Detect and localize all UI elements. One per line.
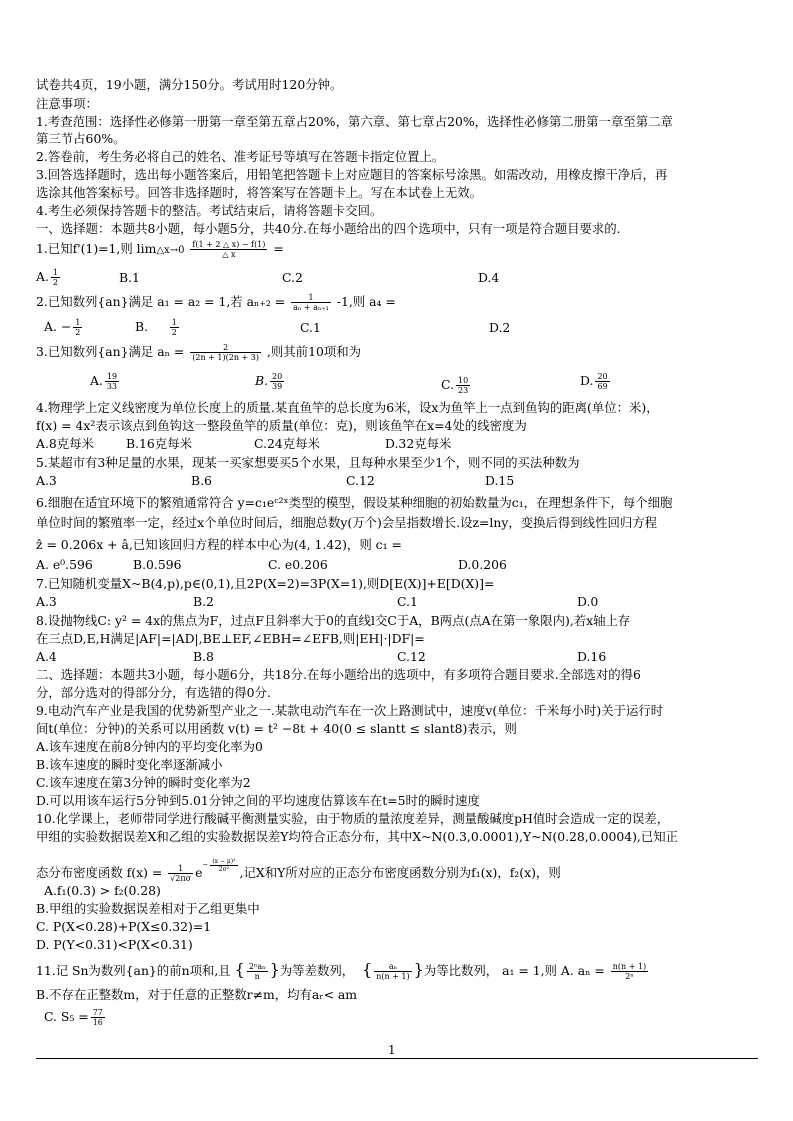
q7-option-d: D.0: [577, 594, 599, 609]
q3-option-d: D. $\frac{20}{69}$: [580, 372, 608, 391]
notice-title: 注意事项：: [36, 96, 98, 111]
notice-1a: 1.考查范围：选择性必修第一册第一章至第五章占20%，第六章、第七章占20%，选择性必修第二册第一章至第二章: [36, 114, 673, 129]
question-6-line-2: 单位时间的繁殖率一定，经过x个单位时间后，细胞总数y(万个)会呈指数增长.设z=lny，变换后得到线性回归方程: [36, 515, 658, 530]
question-9-line-1: 9.电动汽车产业是我国的优势新型产业之一.某款电动汽车在一次上路测试中，速度v(单位：千米每小时)关于运行时: [36, 703, 664, 718]
question-2-stem: 2.已知数列{an}满足 a₁ = a₂ = 1,若 aₙ₊₂ = $\frac{1}{\text{aₙ + aₙ₊₁}}$ -1,则 a₄ =: [36, 293, 396, 312]
q1-option-b: B.1: [119, 270, 140, 285]
question-9-line-2: 间t(单位：分钟)的关系可以用函数 v(t) = t² −8t + 40(0 ≤ slantt ≤ slant8)表示，则: [36, 721, 517, 736]
q10-option-b: B.甲组的实验数据误差相对于乙组更集中: [36, 901, 260, 916]
notice-1b: 第三节占60%。: [36, 131, 126, 146]
q8-option-d: D.16: [577, 649, 607, 664]
q1-option-a: A. $\frac{1}{2}$: [36, 268, 58, 287]
q5-option-d: D.15: [485, 473, 515, 488]
q1-option-c: C.2: [282, 270, 303, 285]
q10-option-c: C. P(X<0.28)+P(X≤0.32)=1: [36, 919, 212, 934]
question-10-line-3: 态分布密度函数 f(x) = $\frac{1}{√2\pi\sigma}$ $e^{- \frac{\text{(x − μ)²}}{\text{2σ²}}}$ ,记X和Y所对应的正态分布密度函数分别为f₁(x)，f₂(x)，则: [36, 857, 561, 883]
page-number: 1: [388, 1043, 396, 1057]
q6-option-c: C. e0.206: [268, 557, 328, 572]
q2-option-d: D.2: [489, 320, 511, 335]
question-5-stem: 5.某超市有3种足量的水果，现某一买家想要买5个水果，且每种水果至少1个，则不同的买法种数为: [36, 455, 580, 470]
question-10-line-2: 甲组的实验数据误差X和乙组的实验数据误差Y均符合正态分布，其中X~N(0.3,0.0001),Y~N(0.28,0.0004),已知正: [36, 829, 679, 844]
q8-option-b: B.8: [193, 649, 214, 664]
q5-option-b: B.6: [191, 473, 212, 488]
question-11-stem: 11.记 Sn为数列{an}的前n项和,且 { $\frac{\text{2ⁿaₙ}}{n}$ }为等差数列， { $\frac{\text{aₙ}}{n(n + 1)}$ }为等比数列， a₁ = 1,则 A. aₙ = $\frac{n(n + 1)}{\text{2ⁿ}}$: [36, 960, 647, 981]
q11-option-c: C. S₅ = $\frac{77}{16}$: [44, 1008, 103, 1027]
section-1-heading: 一、选择题：本题共8小题，每小题5分，共40分.在每小题给出的四个选项中，只有一项是符合题目要求的.: [36, 221, 621, 236]
notice-2: 2.答卷前，考生务必将自己的姓名、准考证号等填写在答题卡指定位置上。: [36, 149, 445, 164]
question-4-line-1: 4.物理学上定义线密度为单位长度上的质量.某直鱼竿的总长度为6米，设x为鱼竿上一点到鱼钩的距离(单位：米)，: [36, 400, 659, 415]
q5-option-a: A.3: [36, 473, 57, 488]
q5-option-c: C.12: [346, 473, 375, 488]
q3-option-a: A. $\frac{19}{33}$: [90, 372, 118, 391]
q9-option-d: D.可以用该车运行5分钟到5.01分钟之间的平均速度估算该车在t=5时的瞬时速度: [36, 793, 480, 808]
q6-option-d: D.0.206: [458, 557, 507, 572]
q4-option-a: A.8克每米: [36, 436, 94, 451]
notice-3b: 选涂其他答案标号。回答非选择题时，将答案写在答题卡上。写在本试卷上无效。: [36, 185, 483, 200]
q8-option-c: C.12: [397, 649, 426, 664]
q2-option-b: B. $\frac{1}{2}$: [135, 318, 177, 337]
q9-option-b: B.该车速度的瞬时变化率逐渐减小: [36, 757, 223, 772]
q4-option-c: C.24克每米: [254, 436, 320, 451]
notice-3a: 3.回答选择题时，选出每小题答案后，用铅笔把答题卡上对应题目的答案标号涂黑。如需改动，用橡皮擦干净后，再: [36, 167, 668, 182]
q10-option-a: A.f₁(0.3) > f₂(0.28): [44, 883, 161, 898]
q9-option-c: C.该车速度在第3分钟的瞬时变化率为2: [36, 775, 251, 790]
section-2-heading: 二、选择题：本题共3小题，每小题6分，共18分.在每小题给出的选项中，有多项符合题目要求.全部选对的得6: [36, 667, 641, 682]
intro-line: 试卷共4页，19小题，满分150分。考试用时120分钟。: [36, 77, 343, 92]
q1-option-d: D.4: [478, 270, 500, 285]
q2-option-c: C.1: [300, 320, 321, 335]
question-8-line-2: 在三点D,E,H满足|AF|=|AD|,BE⊥EF,∠EBH=∠EFB,则|EH|·|DF|=: [36, 631, 425, 646]
q3-option-c: C. $\frac{10}{23}$: [441, 376, 469, 395]
q2-option-a: A. − $\frac{1}{2}$: [44, 318, 81, 337]
question-3-stem: 3.已知数列{an}满足 aₙ = $\frac{2}{(2n + 1)(2n + 3)}$ ,则其前10项和为: [36, 343, 362, 362]
q4-option-b: B.16克每米: [126, 436, 192, 451]
question-1-stem: 1.已知f'(1)=1,则 lim△x→0 $\frac{f(1 + 2 \triangle x) - f(1)}{\triangle x}$ =: [36, 240, 284, 259]
question-8-line-1: 8.设抛物线C: y² = 4x的焦点为F，过点F且斜率大于0的直线l交C于A，B两点(点A在第一象限内),若x轴上存: [36, 613, 631, 628]
notice-4: 4.考生必须保持答题卡的整洁。考试结束后，请将答题卡交回。: [36, 203, 383, 218]
q11-option-b: B.不存在正整数m，对于任意的正整数r≠m，均有aᵣ< am: [36, 987, 358, 1002]
q9-option-a: A.该车速度在前8分钟内的平均变化率为0: [36, 739, 263, 754]
question-7-stem: 7.已知随机变量X~B(4,p),p∈(0,1),且2P(X=2)=3P(X=1),则D[E(X)]+E[D(X)]=: [36, 576, 495, 591]
q7-option-c: C.1: [397, 594, 418, 609]
question-6-line-1: 6.细胞在适宜环境下的繁殖通常符合 y=c₁eᶜ²ˣ类型的模型，假设某种细胞的初始数量为c₁，在理想条件下，每个细胞: [36, 495, 673, 510]
question-10-line-1: 10.化学课上，老师带同学进行酸碱平衡测量实验，由于物质的量浓度差异，测量酸碱度pH值时会造成一定的误差，: [36, 811, 670, 826]
q7-option-b: B.2: [193, 594, 214, 609]
question-6-line-3: ẑ = 0.206x + â,已知该回归方程的样本中心为(4, 1.42)，则 c₁ =: [36, 537, 402, 552]
question-4-line-2: f(x) = 4x²表示该点到鱼钩这一整段鱼竿的质量(单位：克)，则该鱼竿在x=4处的线密度为: [36, 418, 527, 433]
q4-option-d: D.32克每米: [385, 436, 452, 451]
q10-option-d: D. P(Y<0.31)<P(X<0.31): [36, 937, 193, 952]
footer-divider: [36, 1058, 758, 1059]
q8-option-a: A.4: [36, 649, 57, 664]
q6-option-a: A. e⁰.596: [36, 557, 93, 572]
section-2-heading-cont: 分，部分选对的得部分分，有选错的得0分.: [36, 685, 271, 700]
q1-limit-fraction: $\frac{f(1 + 2 \triangle x) - f(1)}{\triangle x}$: [192, 240, 266, 259]
q6-option-b: B.0.596: [133, 557, 182, 572]
q3-option-b: B. $\frac{20}{39}$: [255, 372, 283, 391]
q7-option-a: A.3: [36, 594, 57, 609]
